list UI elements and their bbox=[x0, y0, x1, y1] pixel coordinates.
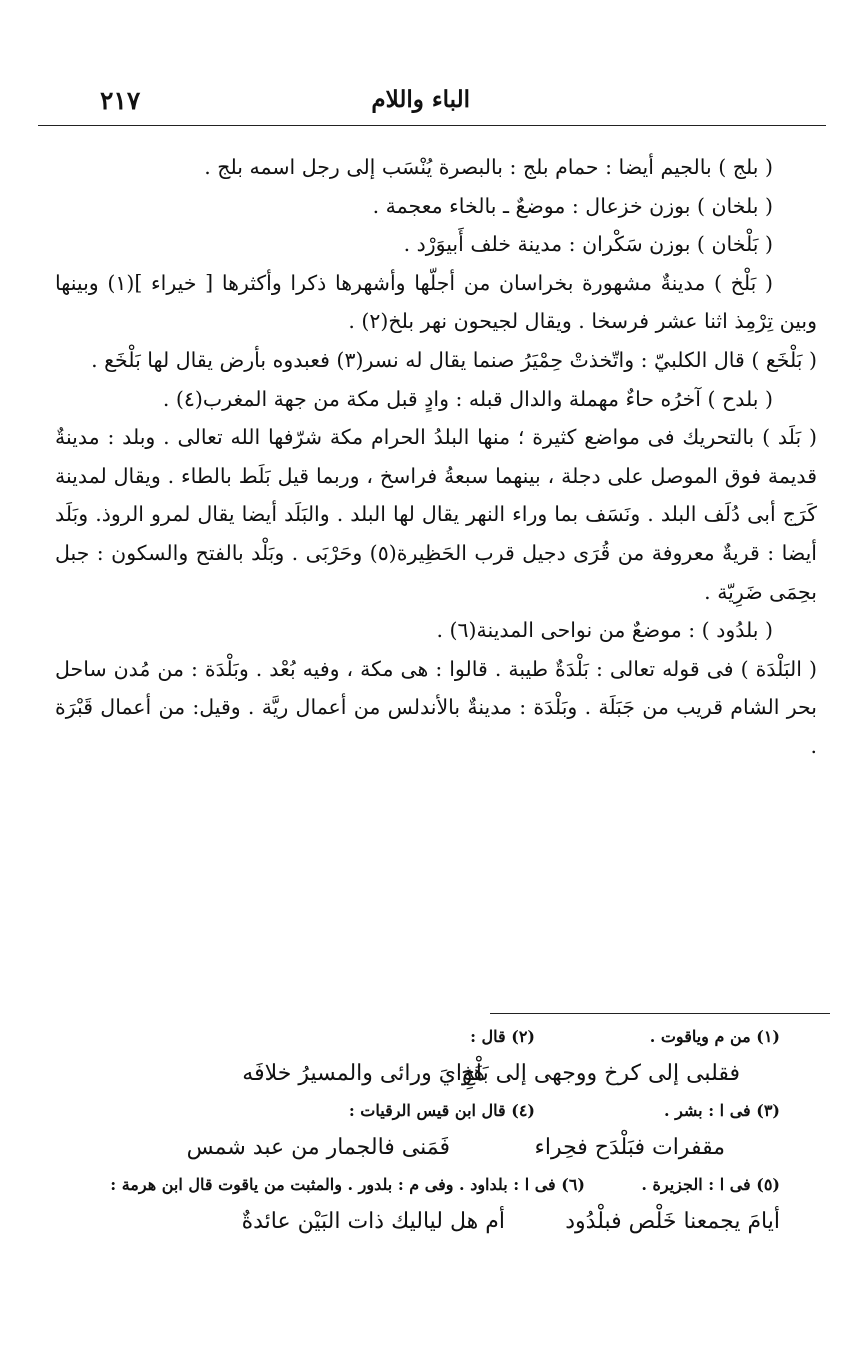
footnote-2: (٢) قال : bbox=[470, 1027, 535, 1046]
main-text bbox=[55, 148, 817, 766]
header-rule bbox=[38, 125, 826, 126]
entry-balkhan-2: ( بَلْخان ) بوزن سَكْران : مدينة خلف أَبيوَرْد . bbox=[403, 232, 773, 257]
running-header bbox=[100, 82, 740, 122]
footnotes bbox=[60, 1022, 780, 1244]
footnote-1: (١) من م وياقوت . bbox=[649, 1027, 780, 1046]
verse-first-hemistich: هَوَايَ ورائى والمسيرُ خلافَه bbox=[242, 1061, 485, 1086]
footnote-row bbox=[60, 1170, 780, 1200]
verse-second-hemistich: أيامَ يجمعنا خَلْص فبلْدُود bbox=[565, 1209, 780, 1234]
verse-first-hemistich: فَمَنى فالجمار من عبد شمس bbox=[186, 1135, 450, 1160]
verse-first-hemistich: أم هل لياليك ذات البَيْن عائدةٌ bbox=[241, 1209, 505, 1234]
entry-balkha: ( بَلْخَع ) قال الكلبيّ : واتّخذتْ حِمْيَرُ صنما يقال له نسر(٣) فعبدوه بأرض يقال لها بَلْخَع . bbox=[91, 347, 817, 372]
entry-baldud: ( بلدُود ) : موضعٌ من نواحى المدينة(٦) . bbox=[436, 618, 773, 643]
footnote-row bbox=[60, 1096, 780, 1126]
page-number: ٢١٧ bbox=[100, 86, 141, 115]
entry-baldah-2: ( البَلْدَة ) فى قوله تعالى : بَلْدَةٌ طيبة . قالوا : هى مكة ، وفيه بُعْد . وبَلْدَة : من مُدن ساحل بحر الشام قريب من جَبَلَة . وبَلْدَة : مدينةٌ بالأندلس من أعمال ريَّة . وقيل: من أعمال قَبْرَة . bbox=[55, 656, 817, 758]
entry-balkh: ( بَلْخ ) مدينةٌ مشهورة بخراسان من أجلّها وأشهرها ذكرا وأكثرها [ خيراء ](١) وبينها وبين تِرْمِذ اثنا عشر فرسخا . ويقال لجيحون نهر بلخ(٢) . bbox=[55, 270, 817, 334]
verse-line bbox=[60, 1126, 780, 1170]
footnote-6: (٦) فى ا : بلداود . وفى م : بلدور . والمثبت من ياقوت قال ابن هرمة : bbox=[110, 1175, 585, 1194]
entry-balkhan-1: ( بلخان ) بوزن خزعال : موضعٌ ـ بالخاء معجمة . bbox=[372, 193, 773, 218]
verse-line bbox=[60, 1052, 780, 1096]
verse-second-hemistich: فقلبى إلى كرخ ووجهى إلى بَلْخِ bbox=[461, 1061, 740, 1086]
verse-second-hemistich: مقفرات فبَلْدَح فحِراء bbox=[534, 1135, 725, 1160]
footnote-row bbox=[60, 1022, 780, 1052]
header-title: الباء واللام bbox=[371, 86, 470, 113]
entry-balj: ( بلج ) بالجيم أيضا : حمام بلج : بالبصرة يُنْسَب إلى رجل اسمه بلج . bbox=[204, 155, 773, 179]
entry-baldah: ( بلدح ) آخرُه حاءٌ مهملة والدال قبله : وادٍ قبل مكة من جهة المغرب(٤) . bbox=[162, 386, 773, 411]
entry-balad: ( بَلَد ) بالتحريك فى مواضع كثيرة ؛ منها البلدُ الحرام مكة شرّفها الله تعالى . وبلد : مدينةٌ قديمة فوق الموصل على دجلة ، بينهما سبعةُ فراسخ ، وربما قيل بَلَط بالطاء . ويقال لمدينة كَرَج أبى دُلَف البلد . ونَسَف بما وراء النهر يقال لها البلد . والبَلَد أيضا يقال لمرو الروذ. وبَلَد أيضا : قريةٌ معروفة من قُرَى دجيل قرب الحَظِيرة(٥) وحَرْبَى . وبَلْد بالفتح والسكون : جبل بحِمَى ضَرِيّة . bbox=[55, 425, 817, 604]
footnote-rule bbox=[490, 1013, 830, 1014]
footnote-5: (٥) فى ا : الجزيرة . bbox=[641, 1175, 780, 1194]
verse-line bbox=[60, 1200, 780, 1244]
footnote-4: (٤) قال ابن قيس الرقيات : bbox=[348, 1101, 535, 1120]
footnote-3: (٣) فى ا : بشر . bbox=[663, 1101, 780, 1120]
